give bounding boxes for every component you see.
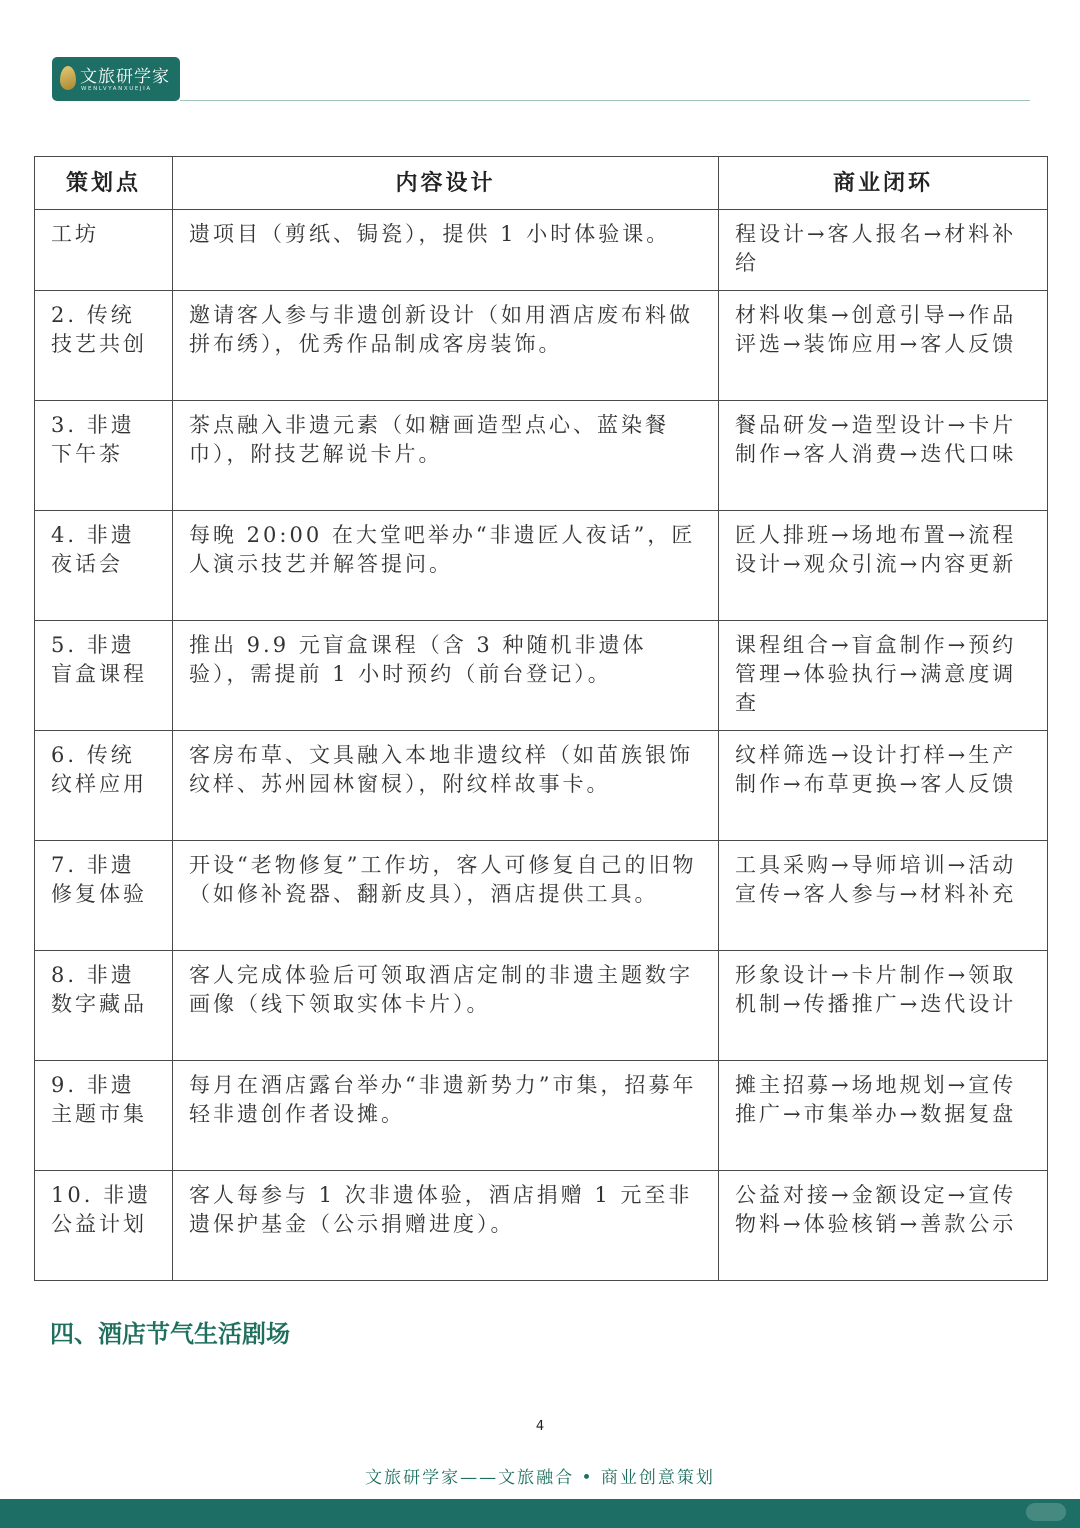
table-row bbox=[35, 621, 1048, 731]
table-row bbox=[35, 511, 1048, 621]
content-design-cell: 茶点融入非遗元素（如糖画造型点心、蓝染餐巾），附技艺解说卡片。 bbox=[173, 401, 719, 511]
business-loop-cell: 匠人排班→场地布置→流程设计→观众引流→内容更新 bbox=[719, 511, 1048, 621]
table-row bbox=[35, 1171, 1048, 1281]
business-loop-cell: 摊主招募→场地规划→宣传推广→市集举办→数据复盘 bbox=[719, 1061, 1048, 1171]
table-row bbox=[35, 951, 1048, 1061]
business-loop-cell: 形象设计→卡片制作→领取机制→传播推广→迭代设计 bbox=[719, 951, 1048, 1061]
table-row bbox=[35, 731, 1048, 841]
planning-point-cell: 2. 传统技艺共创 bbox=[35, 291, 173, 401]
column-header: 商业闭环 bbox=[719, 157, 1048, 210]
planning-table bbox=[34, 156, 1048, 1281]
planning-point-cell: 3. 非遗下午茶 bbox=[35, 401, 173, 511]
planning-point-cell: 9. 非遗主题市集 bbox=[35, 1061, 173, 1171]
footer-tagline: 文旅研学家——文旅融合 • 商业创意策划 bbox=[365, 1468, 715, 1488]
business-loop-cell: 材料收集→创意引导→作品评选→装饰应用→客人反馈 bbox=[719, 291, 1048, 401]
planning-point-cell: 4. 非遗夜话会 bbox=[35, 511, 173, 621]
content-design-cell: 客人每参与 1 次非遗体验，酒店捐赠 1 元至非遗保护基金（公示捐赠进度）。 bbox=[173, 1171, 719, 1281]
column-header: 内容设计 bbox=[173, 157, 719, 210]
table-row bbox=[35, 841, 1048, 951]
brand-logo bbox=[52, 57, 180, 101]
planning-point-cell: 5. 非遗盲盒课程 bbox=[35, 621, 173, 731]
logo-subtext: WENLVYANXUEJIA bbox=[81, 86, 152, 92]
planning-point-cell: 6. 传统纹样应用 bbox=[35, 731, 173, 841]
business-loop-cell: 课程组合→盲盒制作→预约管理→体验执行→满意度调查 bbox=[719, 621, 1048, 731]
header-divider bbox=[180, 100, 1030, 101]
section-heading: 四、酒店节气生活剧场 bbox=[50, 1320, 290, 1348]
planning-point-cell: 10. 非遗公益计划 bbox=[35, 1171, 173, 1281]
table-row bbox=[35, 401, 1048, 511]
logo-text: 文旅研学家 bbox=[80, 67, 170, 87]
watermark-badge-icon bbox=[1026, 1503, 1066, 1521]
table-row bbox=[35, 291, 1048, 401]
business-loop-cell: 工具采购→导师培训→活动宣传→客人参与→材料补充 bbox=[719, 841, 1048, 951]
column-header: 策划点 bbox=[35, 157, 173, 210]
content-design-cell: 开设“老物修复”工作坊，客人可修复自己的旧物（如修补瓷器、翻新皮具），酒店提供工具。 bbox=[173, 841, 719, 951]
content-design-cell: 邀请客人参与非遗创新设计（如用酒店废布料做拼布绣），优秀作品制成客房装饰。 bbox=[173, 291, 719, 401]
planning-point-cell: 8. 非遗数字藏品 bbox=[35, 951, 173, 1061]
planning-point-cell: 7. 非遗修复体验 bbox=[35, 841, 173, 951]
business-loop-cell: 餐品研发→造型设计→卡片制作→客人消费→迭代口味 bbox=[719, 401, 1048, 511]
content-design-cell: 每晚 20:00 在大堂吧举办“非遗匠人夜话”，匠人演示技艺并解答提问。 bbox=[173, 511, 719, 621]
table-row bbox=[35, 1061, 1048, 1171]
content-design-cell: 客房布草、文具融入本地非遗纹样（如苗族银饰纹样、苏州园林窗棂），附纹样故事卡。 bbox=[173, 731, 719, 841]
content-design-cell: 每月在酒店露台举办“非遗新势力”市集，招募年轻非遗创作者设摊。 bbox=[173, 1061, 719, 1171]
content-design-cell: 推出 9.9 元盲盒课程（含 3 种随机非遗体验），需提前 1 小时预约（前台登记）。 bbox=[173, 621, 719, 731]
content-design-cell: 客人完成体验后可领取酒店定制的非遗主题数字画像（线下领取实体卡片）。 bbox=[173, 951, 719, 1061]
business-loop-cell: 纹样筛选→设计打样→生产制作→布草更换→客人反馈 bbox=[719, 731, 1048, 841]
footer-bar bbox=[0, 1499, 1080, 1528]
table-row bbox=[35, 210, 1048, 291]
business-loop-cell: 程设计→客人报名→材料补给 bbox=[719, 210, 1048, 291]
content-design-cell: 遗项目（剪纸、锔瓷），提供 1 小时体验课。 bbox=[173, 210, 719, 291]
business-loop-cell: 公益对接→金额设定→宣传物料→体验核销→善款公示 bbox=[719, 1171, 1048, 1281]
page-number: 4 bbox=[535, 1419, 545, 1434]
table-header-row bbox=[35, 157, 1048, 210]
planning-point-cell: 工坊 bbox=[35, 210, 173, 291]
leaf-icon bbox=[60, 66, 76, 90]
